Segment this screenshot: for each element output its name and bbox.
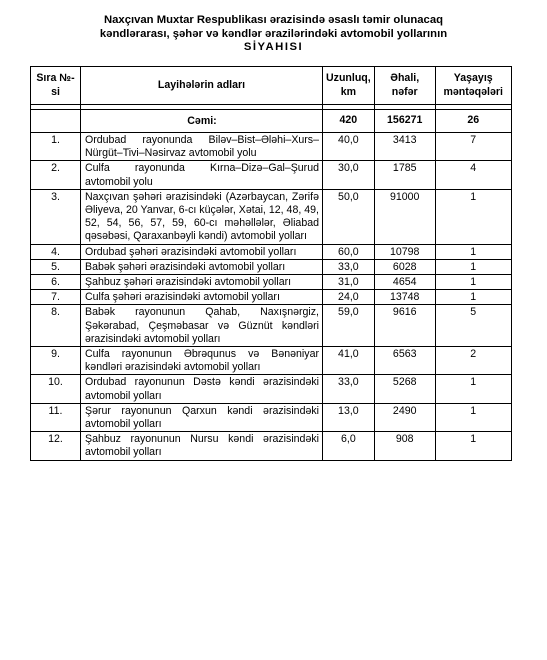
length-km: 50,0 (323, 189, 375, 244)
header-no: Sıra №-si (31, 67, 81, 105)
population: 2490 (374, 403, 435, 431)
settlements-count: 1 (435, 244, 511, 259)
project-name: Şahbuz rayonunun Nursu kəndi ərazisindəki avtomobil yolları (81, 432, 323, 460)
row-number: 5. (31, 259, 81, 274)
length-km: 24,0 (323, 290, 375, 305)
length-km: 6,0 (323, 432, 375, 460)
length-km: 31,0 (323, 275, 375, 290)
project-name: Culfa şəhəri ərazisindəki avtomobil yolları (81, 290, 323, 305)
table-row (31, 290, 512, 305)
project-name: Şahbuz şəhəri ərazisindəki avtomobil yolları (81, 275, 323, 290)
row-number: 4. (31, 244, 81, 259)
settlements-count: 1 (435, 189, 511, 244)
length-km: 60,0 (323, 244, 375, 259)
table-row (31, 259, 512, 274)
table-header-row (31, 67, 512, 105)
total-length: 420 (323, 110, 375, 133)
row-number: 9. (31, 347, 81, 375)
table-row (31, 275, 512, 290)
length-km: 40,0 (323, 133, 375, 161)
row-number: 12. (31, 432, 81, 460)
row-number: 11. (31, 403, 81, 431)
table-row (31, 403, 512, 431)
project-name: Culfa rayonunda Kırna–Dizə–Gal–Şurud avtomobil yolu (81, 161, 323, 189)
length-km: 59,0 (323, 305, 375, 347)
population: 908 (374, 432, 435, 460)
length-km: 13,0 (323, 403, 375, 431)
table-row (31, 305, 512, 347)
header-population: Əhali, nəfər (374, 67, 435, 105)
population: 9616 (374, 305, 435, 347)
project-name: Ordubad rayonunun Dəstə kəndi ərazisindəki avtomobil yolları (81, 375, 323, 403)
length-km: 41,0 (323, 347, 375, 375)
table-row (31, 347, 512, 375)
project-name: Babək şəhəri ərazisindəki avtomobil yolları (81, 259, 323, 274)
population: 10798 (374, 244, 435, 259)
title-line-2: kəndlərarası, şəhər və kəndlər ərazilərindəki avtomobil yollarının (99, 27, 448, 40)
total-label: Cəmi: (81, 110, 323, 133)
settlements-count: 1 (435, 275, 511, 290)
population: 5268 (374, 375, 435, 403)
table-row (31, 133, 512, 161)
project-name: Naxçıvan şəhəri ərazisindəki (Azərbaycan, Zərifə Əliyeva, 20 Yanvar, 6-cı küçələr, Xətai, 12, 48, 49, 52, 54, 56, 57, 59, 60-cı məhəllələr, Əliabad qəsəbəsi, Qaraxanbəyli kəndi) avtomobil yolları (81, 189, 323, 244)
length-km: 33,0 (323, 259, 375, 274)
population: 1785 (374, 161, 435, 189)
length-km: 30,0 (323, 161, 375, 189)
length-km: 33,0 (323, 375, 375, 403)
header-name: Layihələrin adları (81, 67, 323, 105)
population: 6563 (374, 347, 435, 375)
project-name: Babək rayonunun Qahab, Naxışnərgiz, Şəkərabad, Çeşməbasar və Güznüt kəndləri ərazisindəki avtomobil yolları (81, 305, 323, 347)
row-number: 3. (31, 189, 81, 244)
settlements-count: 7 (435, 133, 511, 161)
row-number: 6. (31, 275, 81, 290)
settlements-count: 1 (435, 259, 511, 274)
row-number: 1. (31, 133, 81, 161)
row-number: 2. (31, 161, 81, 189)
document-title (0, 14, 547, 55)
title-line-1: Naxçıvan Muxtar Respublikası ərazisində əsaslı təmir olunacaq (103, 14, 444, 26)
roads-table (30, 66, 512, 461)
settlements-count: 1 (435, 432, 511, 460)
table-row (31, 244, 512, 259)
row-number: 8. (31, 305, 81, 347)
settlements-count: 4 (435, 161, 511, 189)
row-number: 7. (31, 290, 81, 305)
total-settlements: 26 (435, 110, 511, 133)
settlements-count: 1 (435, 375, 511, 403)
population: 3413 (374, 133, 435, 161)
total-row (31, 110, 512, 133)
population: 4654 (374, 275, 435, 290)
project-name: Culfa rayonunun Əbrəqunus və Bənəniyar kəndləri ərazisindəki avtomobil yolları (81, 347, 323, 375)
population: 6028 (374, 259, 435, 274)
table-row (31, 189, 512, 244)
project-name: Şərur rayonunun Qarxun kəndi ərazisindəki avtomobil yolları (81, 403, 323, 431)
row-number: 10. (31, 375, 81, 403)
title-line-3: SİYAHISI (243, 41, 304, 53)
total-population: 156271 (374, 110, 435, 133)
population: 13748 (374, 290, 435, 305)
total-no-cell (31, 110, 81, 133)
table-row (31, 432, 512, 460)
project-name: Ordubad rayonunda Biləv–Bist–Ələhi–Xurs–Nürgüt–Tivi–Nəsirvaz avtomobil yolu (81, 133, 323, 161)
settlements-count: 5 (435, 305, 511, 347)
header-settlements: Yaşayış məntəqələri (435, 67, 511, 105)
project-name: Ordubad şəhəri ərazisindəki avtomobil yolları (81, 244, 323, 259)
table-row (31, 375, 512, 403)
population: 91000 (374, 189, 435, 244)
table-row (31, 161, 512, 189)
settlements-count: 2 (435, 347, 511, 375)
settlements-count: 1 (435, 403, 511, 431)
settlements-count: 1 (435, 290, 511, 305)
header-length: Uzunluq, km (323, 67, 375, 105)
